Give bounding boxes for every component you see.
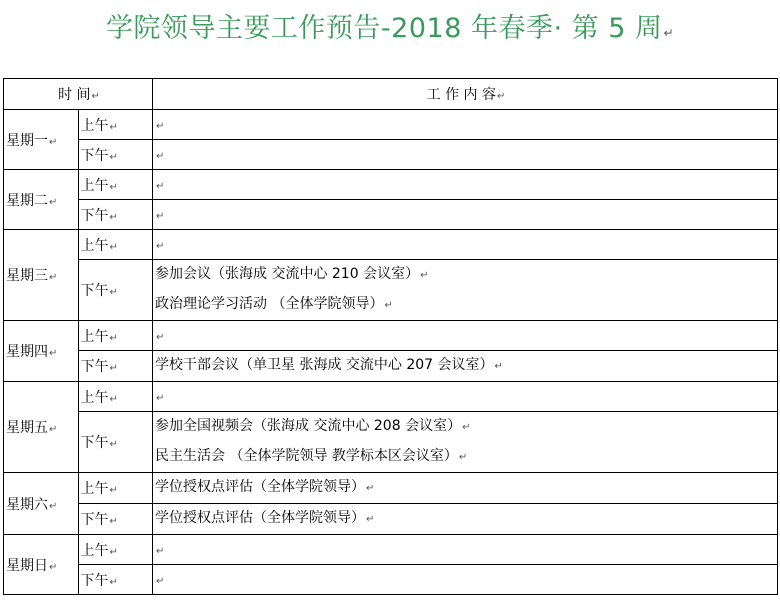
day-label: 星期三↵ <box>4 230 79 321</box>
schedule-content: ↵ <box>153 382 778 412</box>
table-row <box>4 110 778 140</box>
header-row <box>4 79 778 110</box>
table-row <box>4 412 778 473</box>
afternoon-label: 下午↵ <box>78 565 153 595</box>
schedule-content <box>153 351 778 382</box>
table-row <box>4 473 778 504</box>
schedule-content: ↵ <box>153 321 778 351</box>
day-label: 星期一↵ <box>4 110 79 170</box>
table-row <box>4 535 778 565</box>
table-row <box>4 504 778 535</box>
morning-label: 上午↵ <box>78 473 153 504</box>
table-row <box>4 565 778 595</box>
header-content: 工 作 内 容↵ <box>153 79 778 110</box>
day-label: 星期四↵ <box>4 321 79 382</box>
table-row <box>4 351 778 382</box>
afternoon-label: 下午↵ <box>78 412 153 473</box>
schedule-item: 政治理论学习活动 （全体学院领导）↵ <box>155 296 393 312</box>
table-row <box>4 321 778 351</box>
table-row <box>4 230 778 260</box>
schedule-content: ↵ <box>153 565 778 595</box>
table-row <box>4 260 778 321</box>
schedule-content: ↵ <box>153 230 778 260</box>
afternoon-label: 下午↵ <box>78 504 153 535</box>
morning-label: 上午↵ <box>78 321 153 351</box>
schedule-item: 学位授权点评估（全体学院领导）↵ <box>155 510 375 526</box>
schedule-item: 学位授权点评估（全体学院领导）↵ <box>155 479 375 495</box>
header-time: 时 间↵ <box>4 79 153 110</box>
afternoon-label: 下午↵ <box>78 351 153 382</box>
schedule-item: 民主生活会 （全体学院领导 教学标本区会议室）↵ <box>155 448 468 464</box>
day-label: 星期六↵ <box>4 473 79 535</box>
afternoon-label: 下午↵ <box>78 260 153 321</box>
page-title <box>0 6 780 45</box>
schedule-content: ↵ <box>153 170 778 200</box>
schedule-item: 学校干部会议（单卫星 张海成 交流中心 207 会议室）↵ <box>155 357 503 373</box>
day-label: 星期二↵ <box>4 170 79 230</box>
day-label: 星期五↵ <box>4 382 79 473</box>
schedule-content <box>153 473 778 504</box>
morning-label: 上午↵ <box>78 170 153 200</box>
morning-label: 上午↵ <box>78 382 153 412</box>
table-row <box>4 140 778 170</box>
table-row <box>4 170 778 200</box>
morning-label: 上午↵ <box>78 535 153 565</box>
day-label: 星期日↵ <box>4 535 79 595</box>
schedule-content: ↵ <box>153 535 778 565</box>
schedule-content: ↵ <box>153 110 778 140</box>
morning-label: 上午↵ <box>78 230 153 260</box>
schedule-content <box>153 260 778 321</box>
page-title-text: 学院领导主要工作预告-2018 年春季· 第 5 周 <box>105 13 663 44</box>
schedule-item: 参加全国视频会（张海成 交流中心 208 会议室）↵ <box>155 418 471 434</box>
schedule-item: 参加会议（张海成 交流中心 210 会议室）↵ <box>155 266 429 282</box>
paragraph-mark: ↵ <box>663 26 675 40</box>
table-row <box>4 382 778 412</box>
schedule-table <box>3 78 778 595</box>
afternoon-label: 下午↵ <box>78 140 153 170</box>
schedule-content <box>153 412 778 473</box>
table-row <box>4 200 778 230</box>
schedule-content: ↵ <box>153 200 778 230</box>
schedule-content <box>153 504 778 535</box>
morning-label: 上午↵ <box>78 110 153 140</box>
schedule-content: ↵ <box>153 140 778 170</box>
afternoon-label: 下午↵ <box>78 200 153 230</box>
